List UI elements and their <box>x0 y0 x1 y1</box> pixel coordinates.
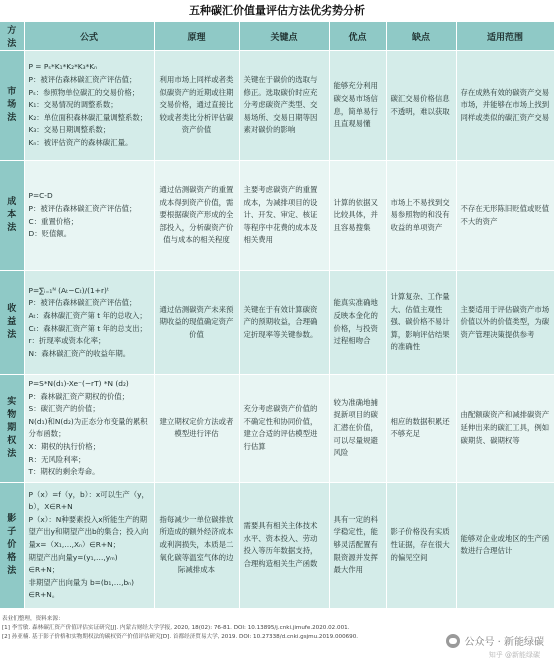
formula-cell: P=S*N(d₁)-Xe⁻(−rT) *N (d₂) P：森林碳汇资产期权的价值； S：碳汇资产的价值； N(d₁)和N(d₂)为正态分布变量的累积分布函数； X：期权的执行价格； R：无风险利率； T：期权的剩余寿命。 <box>24 375 154 483</box>
principle-cell: 指每减少一单位碳排放所造成的额外经济成本或利润损失，本质是二氧化碳等温室气体的边际减排成本 <box>154 482 239 608</box>
wechat-icon <box>446 634 460 648</box>
cons-cell: 影子价格没有实质性证据，存在很大的偏见空间 <box>386 482 456 608</box>
header-pros: 优点 <box>329 22 386 51</box>
key-point-cell: 需要具有相关主体技术水平、资本投入、劳动投入等历年数据支持，合理构造相关生产函数 <box>239 482 329 608</box>
formula-cell: P=∑ᵢ₌₁ᴺ (Aₜ−Cₜ)/(1+r)ᵗ P：被评估森林碳汇资产评估值； Aₜ：森林碳汇资产第 t 年的总收入； Cₜ：森林碳汇资产第 t 年的总支出； r：折现率或资本化率； N：森林碳汇资产的收益年期。 <box>24 271 154 375</box>
scope-cell: 存在成熟有效的碳资产交易市场，并能够在市场上找到同样或类似的碳汇资产交易 <box>456 51 554 161</box>
header-row <box>0 22 554 51</box>
key-point-cell: 主要考虑碳资产的重置成本，为减排项目的设计、开发、审定、核证等程序中花费的成本及相关费用 <box>239 161 329 271</box>
footnote-line: [1] 李雪敏. 森林碳汇资产价值评估实证研究[J]. 内蒙古财经大学学报, 2020, 18(02): 76-81. DOI: 10.13895/j.cnki.jimufe.2020.02.001. <box>2 625 350 631</box>
key-point-cell: 关键在于有效计算碳资产的预期收益，合理确定折现率等关键参数。 <box>239 271 329 375</box>
pros-cell: 较为准确地捕捉新项目的碳汇潜在价值，可以尽量规避风险 <box>329 375 386 483</box>
header-principle: 原理 <box>154 22 239 51</box>
table-row-real-option <box>0 375 554 483</box>
header-key-point: 关键点 <box>239 22 329 51</box>
scope-cell: 由配额碳资产和减排碳资产延伸出来的碳汇工具，例如碳期货、碳期权等 <box>456 375 554 483</box>
pros-cell: 能真实准确地反映本金化的价格，与投资过程相吻合 <box>329 271 386 375</box>
principle-cell: 利用市场上同样或者类似碳资产的近期或往期交易价格，通过直接比较或者类比分析评估碳资产价值 <box>154 51 239 161</box>
method-label: 成本法 <box>0 161 24 271</box>
pros-cell: 具有一定的科学稳定性，能够灵活配置有限资源并发挥最大作用 <box>329 482 386 608</box>
key-point-cell: 充分考虑碳资产价值的不确定性和协同价值，建立合适的评估模型进行估算 <box>239 375 329 483</box>
table-row-shadow-price <box>0 482 554 608</box>
principle-cell: 通过估测碳资产未来预期收益的现值确定资产价值 <box>154 271 239 375</box>
method-label: 收益法 <box>0 271 24 375</box>
formula-cell: P（x）=f（y，b）：x可以生产（y，b），X∈R+N P（x）：N种要素投入x所能生产的期望产出y和期望产出b的集合；投入向量x=（X₁,…,Xₙ）∈R+N； 期望产出向量y=(y₁,…,yₘ) ∈R+N； 非期望产出向量为 b=(b₁,…,bₙ) ∈R+N。 <box>24 482 154 608</box>
scope-cell: 不存在无形陈旧贬值或贬值不大的资产 <box>456 161 554 271</box>
principle-cell: 建立期权定价方法或者模型进行评估 <box>154 375 239 483</box>
pros-cell: 能够充分利用碳交易市场信息，简单易行且直观易懂 <box>329 51 386 161</box>
method-label: 市场法 <box>0 51 24 161</box>
formula-cell: P=C-D P：被评估森林碳汇资产评估值； C：重置价格； D：贬值额。 <box>24 161 154 271</box>
table-row-market <box>0 51 554 161</box>
watermark-brand: 公众号 · 新能绿碳 <box>464 637 544 648</box>
key-point-cell: 关键在于碳价的选取与修正。选取碳价时应充分考虑碳资产类型、交易场所、交易日期等因素对碳价的影响 <box>239 51 329 161</box>
pros-cell: 计算的依据又比较具体，并且容易搜集 <box>329 161 386 271</box>
scope-cell: 主要适用于评估碳资产市场价值以外的价值类型，为碳资产管理决策提供参考 <box>456 271 554 375</box>
cons-cell: 计算复杂、工作量大、估值主观性强、碳价格不易计算，影响评估结果的准确性 <box>386 271 456 375</box>
watermark-sub: 知乎 @新能绿碳 <box>488 651 540 659</box>
watermark <box>446 633 544 648</box>
header-scope: 适用范围 <box>456 22 554 51</box>
cons-cell: 相应的数据积累还不够充足 <box>386 375 456 483</box>
cons-cell: 市场上不易找到交易参照物的和没有收益的单项资产 <box>386 161 456 271</box>
header-cons: 缺点 <box>386 22 456 51</box>
table-row-cost <box>0 161 554 271</box>
cons-cell: 碳汇交易价格信息不透明，难以获取 <box>386 51 456 161</box>
formula-cell: P = Pₛ*K₁*K₂*K₃*Kₙ P：被评估森林碳汇资产评估值； Pₛ：参照物单位碳汇的交易价格； K₁：交易情况的调整系数； K₂：单位面积森林碳汇量调整系数； K₃：交易日期调整系数； Kₙ：被评估资产的森林碳汇量。 <box>24 51 154 161</box>
footnote-line: 表业们整理，资料来源： <box>2 616 64 622</box>
header-formula: 公式 <box>24 22 154 51</box>
table-row-income <box>0 271 554 375</box>
scope-cell: 能够对企业或地区的生产函数进行合理估计 <box>456 482 554 608</box>
method-label: 实物期权法 <box>0 375 24 483</box>
comparison-table <box>0 22 554 609</box>
table-title: 五种碳汇价值量评估方法优劣势分析 <box>189 4 365 17</box>
footnote-line: [2] 孙亚楠. 基于影子价格和实物期权法的碳权资产价值评估研究[D]. 首都经济贸易大学, 2019. DOI: 10.27338/d.cnki.gsjmu.2019.000690. <box>2 634 359 640</box>
method-label: 影子价格法 <box>0 482 24 608</box>
header-method: 方法 <box>0 22 24 51</box>
principle-cell: 通过估测碳资产的重置成本得到资产价值，需要根据碳资产形成的全部投入，分析碳资产价值与成本的相关程度 <box>154 161 239 271</box>
